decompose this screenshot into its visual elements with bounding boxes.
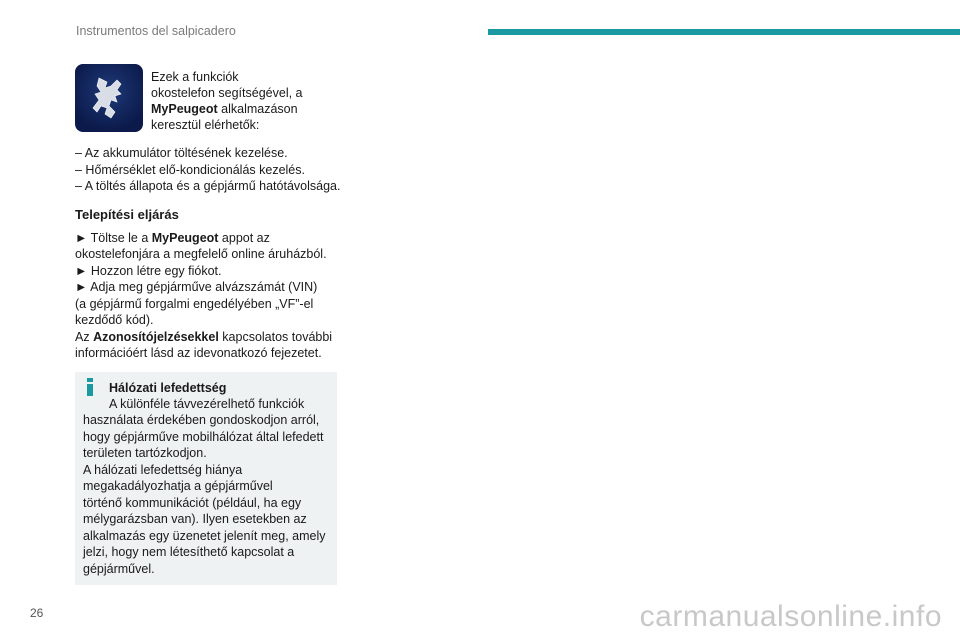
peugeot-lion-logo-icon [75,64,143,132]
step1-line2: okostelefonjára a megfelelő online áruházból. [75,247,327,261]
ref-line2: információért lásd az idevonatkozó fejezetet. [75,346,322,360]
info-line: A hálózati lefedettség hiánya [83,462,243,477]
page-number: 26 [30,606,44,620]
intro-text [151,64,303,133]
intro-line-2: okostelefon segítségével, a [151,86,303,100]
info-line: használata érdekében gondoskodjon arról, [83,413,320,427]
info-icon [85,378,95,396]
info-line: mélygarázsban van). Ilyen esetekben az [83,512,307,526]
info-title: Hálózati lefedettség [109,380,227,395]
info-box [75,372,337,586]
content-column [75,64,345,585]
ref-post: kapcsolatos további [218,329,333,344]
info-line: A különféle távvezérelhető funkciók [109,396,305,411]
install-steps [75,230,345,362]
info-body [83,396,327,578]
intro-line-3-rest: alkalmazáson [217,102,298,116]
info-line: gépjárművel. [83,561,155,576]
step2: ► Hozzon létre egy fiókot. [75,263,222,278]
info-line: alkalmazás egy üzenetet jelenít meg, amely [83,528,326,543]
step3-line2: (a gépjármű forgalmi engedélyében „VF”-el [75,296,314,311]
app-name: MyPeugeot [151,102,218,116]
list-item: – A töltés állapota és a gépjármű hatótávolsága. [75,179,341,193]
step1-app: MyPeugeot [151,230,219,245]
step1-post: appot az [218,230,270,245]
info-line: megakadályozhatja a gépjárművel [83,479,273,493]
info-line: jelzi, hogy nem létesíthető kapcsolat a [83,545,295,559]
ref-pre: Az [75,329,94,344]
intro-line-1: Ezek a funkciók [151,70,239,84]
header-accent-bar [488,29,960,35]
step1-pre: ► Töltse le a [75,230,152,245]
step3-line3: kezdődő kód). [75,313,154,327]
info-line: hogy gépjárműve mobilhálózat által lefedett [83,429,324,444]
info-line: történő kommunikációt (például, ha egy [83,495,302,510]
header-title: Instrumentos del salpicadero [76,24,236,38]
section-heading: Telepítési eljárás [75,206,179,222]
ref-bold: Azonosítójelzésekkel [93,329,219,344]
info-line: területen tartózkodjon. [83,446,207,460]
intro-block [75,64,345,133]
list-item: – Hőmérséklet elő-kondicionálás kezelés. [75,162,305,177]
feature-list [75,145,345,195]
intro-line-4: keresztül elérhetők: [151,118,260,132]
watermark: carmanualsonline.info [639,600,942,633]
step3-line1: ► Adja meg gépjárműve alvázszámát (VIN) [75,280,318,294]
list-item: – Az akkumulátor töltésének kezelése. [75,146,288,160]
intro-line-3 [151,101,303,117]
